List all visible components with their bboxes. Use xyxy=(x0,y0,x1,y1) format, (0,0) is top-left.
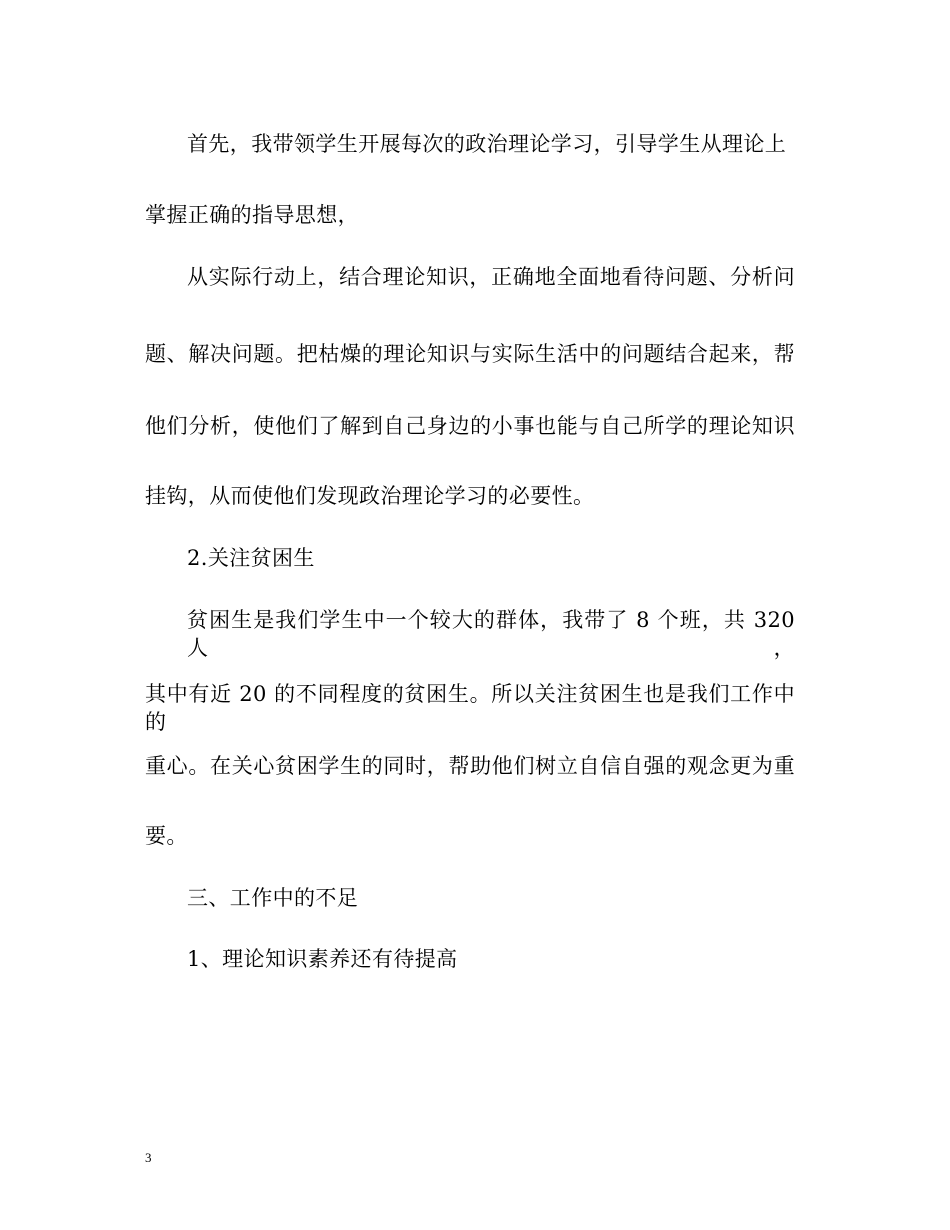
paragraph-line-7: 贫困生是我们学生中一个较大的群体，我带了 8 个班，共 320 人， xyxy=(187,608,795,660)
paragraph-line-6: 挂钩，从而使他们发现政治理论学习的必要性。 xyxy=(145,484,595,508)
subsection-heading-1: 1、理论知识素养还有待提高 xyxy=(187,947,458,971)
paragraph-line-3: 从实际行动上，结合理论知识，正确地全面地看待问题、分析问 xyxy=(187,265,795,289)
paragraph-line-10: 要。 xyxy=(145,824,188,848)
paragraph-line-5: 他们分析，使他们了解到自己身边的小事也能与自己所学的理论知识 xyxy=(145,414,795,438)
paragraph-line-2: 掌握正确的指导思想， xyxy=(145,203,359,227)
paragraph-line-4: 题、解决问题。把枯燥的理论知识与实际生活中的问题结合起来，帮 xyxy=(145,342,795,366)
section-heading-3: 三、工作中的不足 xyxy=(187,886,359,910)
page-number: 3 xyxy=(145,1150,152,1165)
paragraph-line-1: 首先，我带领学生开展每次的政治理论学习，引导学生从理论上 xyxy=(187,132,787,156)
section-heading-2: 2.关注贫困生 xyxy=(187,546,315,570)
paragraph-line-9: 重心。在关心贫困学生的同时，帮助他们树立自信自强的观念更为重 xyxy=(145,754,795,778)
paragraph-line-8: 其中有近 20 的不同程度的贫困生。所以关注贫困生也是我们工作中的 xyxy=(145,682,795,734)
